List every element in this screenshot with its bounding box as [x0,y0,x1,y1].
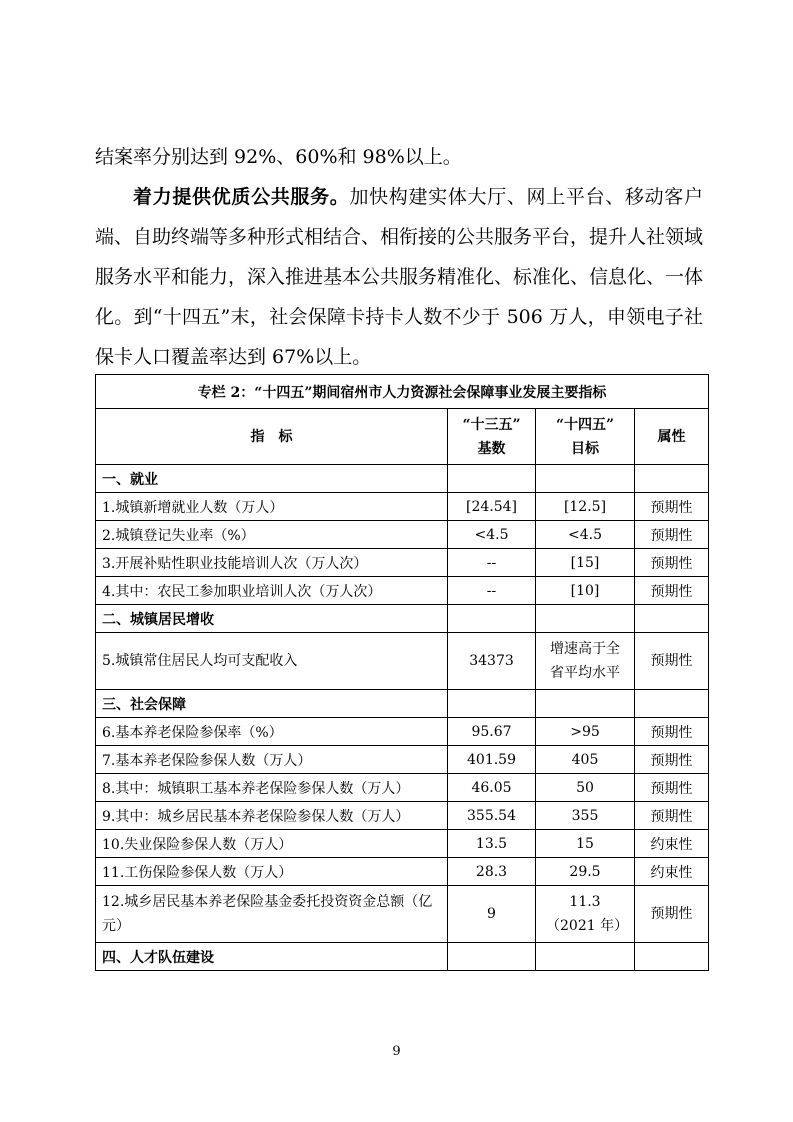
base-value: [24.54] [448,493,536,521]
target-value: >95 [536,718,635,746]
section-title: 四、人才队伍建设 [96,943,448,971]
target-value: 405 [536,746,635,774]
empty-cell [448,465,536,493]
base-value: 28.3 [448,858,536,886]
empty-cell [536,690,635,718]
attribute-value: 预期性 [635,774,709,802]
empty-cell [536,605,635,633]
target-value: 29.5 [536,858,635,886]
base-value: -- [448,577,536,605]
header-indicator: 指 标 [96,409,448,465]
indicator-name: 4.其中：农民工参加职业培训人次（万人次） [96,577,448,605]
base-value: <4.5 [448,521,536,549]
indicator-name: 7.基本养老保险参保人数（万人） [96,746,448,774]
empty-cell [635,690,709,718]
empty-cell [448,943,536,971]
attribute-value: 预期性 [635,577,709,605]
attribute-value: 约束性 [635,830,709,858]
indicator-name: 9.其中：城乡居民基本养老保险参保人数（万人） [96,802,448,830]
table-row [96,521,709,549]
base-value: -- [448,549,536,577]
header-target [536,409,635,465]
attribute-value: 预期性 [635,886,709,943]
table-row [96,802,709,830]
base-value: 355.54 [448,802,536,830]
table-caption: 专栏 2：“十四五”期间宿州市人力资源社会保障事业发展主要指标 [96,375,709,409]
target-value: 增速高于全省平均水平 [536,633,635,690]
header-target-label: 目标 [571,440,599,457]
section-row [96,690,709,718]
page-number: 9 [392,1044,401,1059]
section-row [96,943,709,971]
section-row [96,465,709,493]
section-title: 一、就业 [96,465,448,493]
table-row [96,549,709,577]
target-value: 50 [536,774,635,802]
header-base-label: 基数 [477,440,506,457]
indicator-name: 6.基本养老保险参保率（%） [96,718,448,746]
base-value: 13.5 [448,830,536,858]
indicator-name: 10.失业保险参保人数（万人） [96,830,448,858]
indicator-name: 12.城乡居民基本养老保险基金委托投资资金总额（亿元） [96,886,448,943]
table-row [96,858,709,886]
attribute-value: 预期性 [635,746,709,774]
header-attribute: 属性 [635,409,709,465]
empty-cell [448,690,536,718]
paragraph-lead: 着力提供优质公共服务。 [133,186,350,208]
table-row [96,633,709,690]
attribute-value: 约束性 [635,858,709,886]
table-row [96,577,709,605]
table-row [96,746,709,774]
paragraph-continuation: 结案率分别达到 92%、60%和 98%以上。 [95,146,462,168]
target-value: [15] [536,549,635,577]
empty-cell [536,943,635,971]
empty-cell [536,465,635,493]
section-row [96,605,709,633]
attribute-value: 预期性 [635,802,709,830]
indicator-name: 2.城镇登记失业率（%） [96,521,448,549]
attribute-value: 预期性 [635,493,709,521]
empty-cell [635,943,709,971]
attribute-value: 预期性 [635,718,709,746]
table-caption-row [96,375,709,409]
base-value: 95.67 [448,718,536,746]
paragraph-body: 加快构建实体大厅、网上平台、移动客户端、自助终端等多种形式相结合、相衔接的公共服务平台，提升人社领域服务水平和能力，深入推进基本公共服务精准化、标准化、信息化、一体化。到“十四五”末，社会保障卡持卡人数不少于 506 万人，申领电子社保卡人口覆盖率达到 67%以上。 [95,186,704,368]
section-title: 三、社会保障 [96,690,448,718]
target-value: 355 [536,802,635,830]
attribute-value: 预期性 [635,633,709,690]
indicators-table [95,374,709,971]
target-value: 15 [536,830,635,858]
indicator-name: 1.城镇新增就业人数（万人） [96,493,448,521]
table-header-row [96,409,709,465]
section-title: 二、城镇居民增收 [96,605,448,633]
target-value: [10] [536,577,635,605]
table-row [96,886,709,943]
table-row [96,718,709,746]
paragraph-public-service [95,177,703,377]
target-value: 11.3（2021 年） [536,886,635,943]
attribute-value: 预期性 [635,521,709,549]
empty-cell [448,605,536,633]
table-row [96,774,709,802]
empty-cell [635,465,709,493]
base-value: 46.05 [448,774,536,802]
header-base [448,409,536,465]
indicator-name: 3.开展补贴性职业技能培训人次（万人次） [96,549,448,577]
header-target-period: “十四五” [555,416,615,433]
target-value: [12.5] [536,493,635,521]
target-value: <4.5 [536,521,635,549]
header-base-period: “十三五” [462,416,521,433]
table-row [96,493,709,521]
indicator-name: 11.工伤保险参保人数（万人） [96,858,448,886]
indicator-name: 5.城镇常住居民人均可支配收入 [96,633,448,690]
indicator-name: 8.其中：城镇职工基本养老保险参保人数（万人） [96,774,448,802]
table-row [96,830,709,858]
base-value: 34373 [448,633,536,690]
attribute-value: 预期性 [635,549,709,577]
base-value: 401.59 [448,746,536,774]
empty-cell [635,605,709,633]
base-value: 9 [448,886,536,943]
